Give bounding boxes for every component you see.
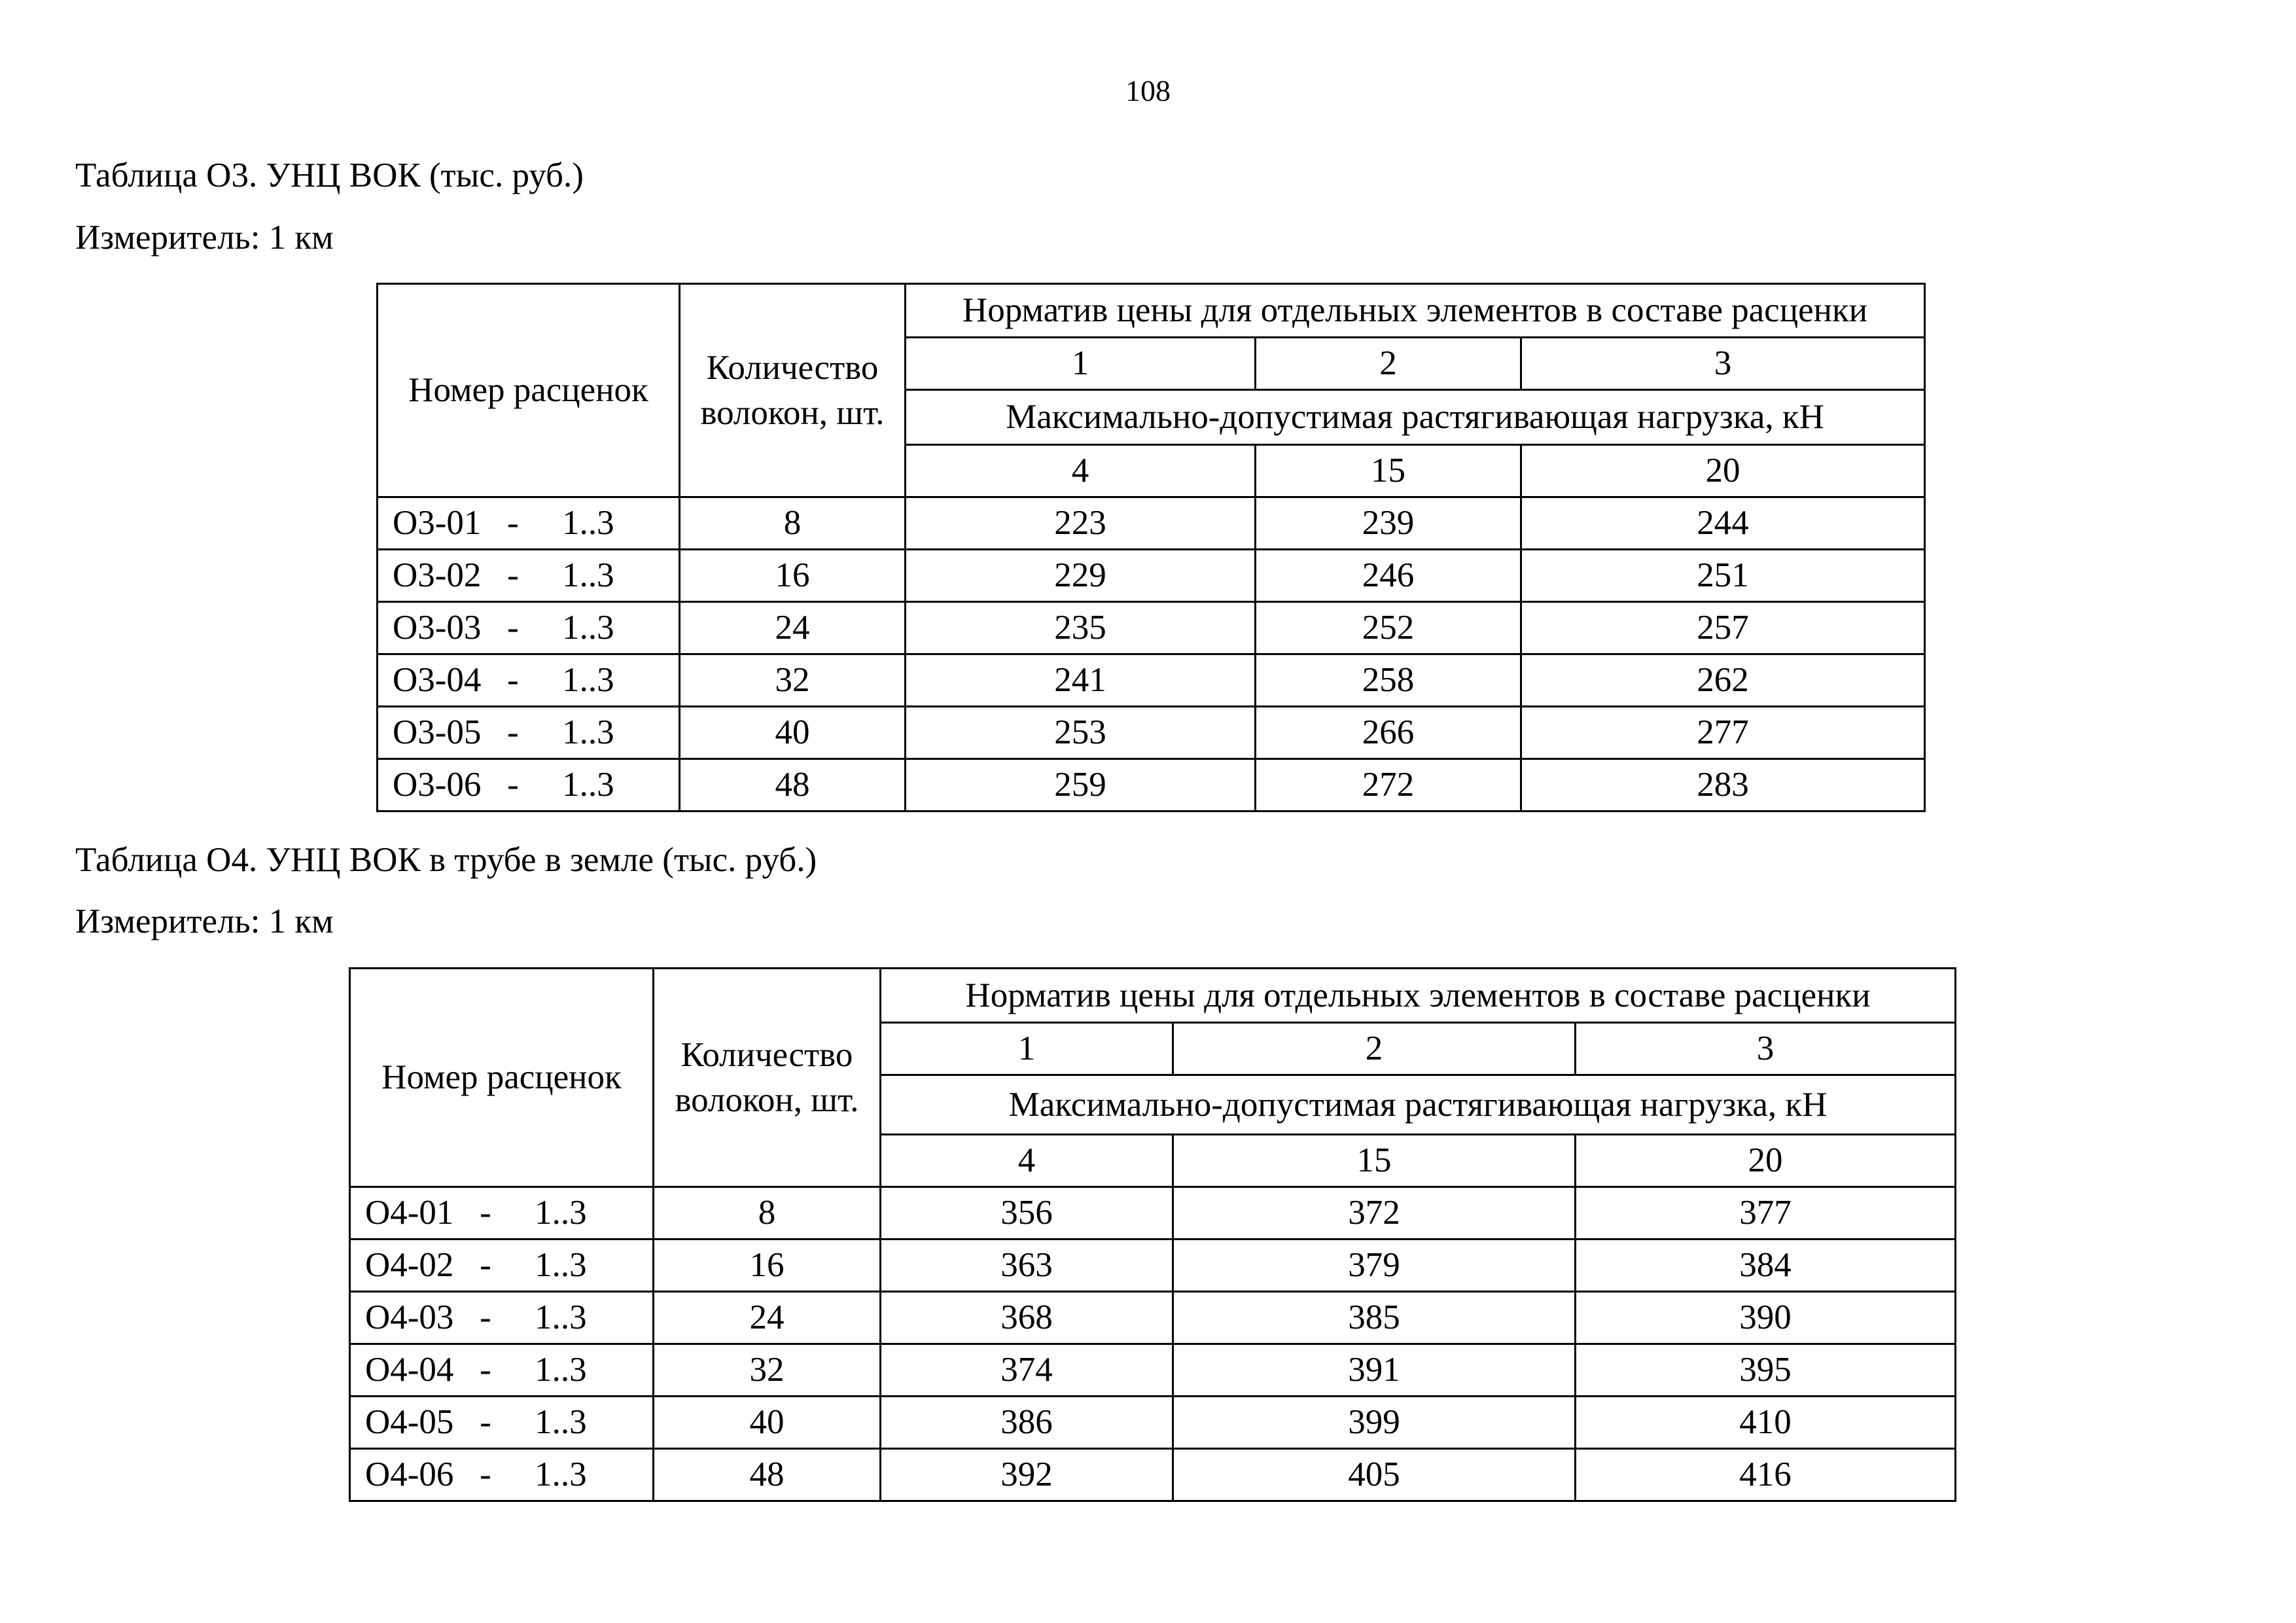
row-value: 363: [881, 1240, 1173, 1292]
row-value: 372: [1173, 1187, 1576, 1240]
header-element-number: 1: [906, 338, 1256, 390]
table-row: [350, 1397, 1956, 1449]
row-value: 356: [881, 1187, 1173, 1240]
table-row: [378, 550, 1925, 602]
row-value: 385: [1173, 1292, 1576, 1344]
row-code: О4-01 - 1..3: [350, 1187, 654, 1240]
row-value: 277: [1521, 707, 1925, 759]
row-value: 257: [1521, 602, 1925, 654]
row-code: О3-06 - 1..3: [378, 759, 680, 812]
header-load-value: 4: [881, 1135, 1173, 1187]
header-element-number: 2: [1256, 338, 1521, 390]
row-fibers: 24: [654, 1292, 881, 1344]
row-code: О3-05 - 1..3: [378, 707, 680, 759]
row-value: 252: [1256, 602, 1521, 654]
row-code: О3-03 - 1..3: [378, 602, 680, 654]
row-value: 241: [906, 654, 1256, 707]
header-fibers: Количество волокон, шт.: [680, 284, 906, 497]
row-value: 374: [881, 1344, 1173, 1397]
row-value: 392: [881, 1449, 1173, 1501]
row-value: 416: [1576, 1449, 1956, 1501]
row-value: 391: [1173, 1344, 1576, 1397]
header-load-value: 20: [1576, 1135, 1956, 1187]
row-value: 272: [1256, 759, 1521, 812]
row-fibers: 32: [654, 1344, 881, 1397]
row-fibers: 16: [654, 1240, 881, 1292]
header-element-number: 2: [1173, 1023, 1576, 1075]
row-code: О4-06 - 1..3: [350, 1449, 654, 1501]
header-element-number: 1: [881, 1023, 1173, 1075]
row-code: О4-03 - 1..3: [350, 1292, 654, 1344]
row-value: 229: [906, 550, 1256, 602]
row-code: О4-05 - 1..3: [350, 1397, 654, 1449]
row-value: 244: [1521, 497, 1925, 550]
row-value: 283: [1521, 759, 1925, 812]
header-price-norm: Норматив цены для отдельных элементов в составе расценки: [881, 969, 1956, 1023]
row-value: 399: [1173, 1397, 1576, 1449]
header-element-number: 3: [1521, 338, 1925, 390]
table-row: [350, 1240, 1956, 1292]
table-row: [378, 707, 1925, 759]
row-value: 386: [881, 1397, 1173, 1449]
row-value: 390: [1576, 1292, 1956, 1344]
header-load-value: 4: [906, 445, 1256, 497]
table-o3: [376, 283, 1926, 812]
row-value: 379: [1173, 1240, 1576, 1292]
header-load-label: Максимально-допустимая растягивающая нагрузка, кН: [881, 1075, 1956, 1135]
table-o4: [349, 967, 1956, 1502]
table-row: [350, 1449, 1956, 1501]
row-code: О3-01 - 1..3: [378, 497, 680, 550]
row-fibers: 48: [654, 1449, 881, 1501]
table-o4-title: Таблица О4. УНЦ ВОК в трубе в земле (тыс. руб.): [75, 841, 817, 879]
table-row: [378, 497, 1925, 550]
table-row: [378, 759, 1925, 812]
row-value: 258: [1256, 654, 1521, 707]
table-o3-unit: Измеритель: 1 км: [75, 219, 334, 257]
row-value: 239: [1256, 497, 1521, 550]
row-value: 235: [906, 602, 1256, 654]
row-fibers: 48: [680, 759, 906, 812]
row-fibers: 16: [680, 550, 906, 602]
row-fibers: 32: [680, 654, 906, 707]
row-value: 384: [1576, 1240, 1956, 1292]
table-row: [350, 1292, 1956, 1344]
row-value: 259: [906, 759, 1256, 812]
row-value: 262: [1521, 654, 1925, 707]
row-code: О3-02 - 1..3: [378, 550, 680, 602]
row-value: 266: [1256, 707, 1521, 759]
row-value: 253: [906, 707, 1256, 759]
row-fibers: 8: [654, 1187, 881, 1240]
row-value: 377: [1576, 1187, 1956, 1240]
table-o4-unit: Измеритель: 1 км: [75, 902, 334, 940]
page-number: 108: [1125, 74, 1171, 107]
row-value: 251: [1521, 550, 1925, 602]
row-fibers: 8: [680, 497, 906, 550]
table-o3-title: Таблица О3. УНЦ ВОК (тыс. руб.): [75, 156, 584, 194]
row-value: 395: [1576, 1344, 1956, 1397]
header-load-value: 15: [1173, 1135, 1576, 1187]
row-value: 223: [906, 497, 1256, 550]
row-value: 368: [881, 1292, 1173, 1344]
table-row: [378, 602, 1925, 654]
header-element-number: 3: [1576, 1023, 1956, 1075]
header-fibers: Количество волокон, шт.: [654, 969, 881, 1187]
table-row: [350, 1187, 1956, 1240]
row-code: О4-02 - 1..3: [350, 1240, 654, 1292]
header-load-value: 15: [1256, 445, 1521, 497]
row-code: О3-04 - 1..3: [378, 654, 680, 707]
header-load-label: Максимально-допустимая растягивающая нагрузка, кН: [906, 390, 1925, 445]
row-value: 246: [1256, 550, 1521, 602]
header-code: Номер расценок: [350, 969, 654, 1187]
row-value: 410: [1576, 1397, 1956, 1449]
header-load-value: 20: [1521, 445, 1925, 497]
row-fibers: 24: [680, 602, 906, 654]
header-price-norm: Норматив цены для отдельных элементов в составе расценки: [906, 284, 1925, 338]
row-value: 405: [1173, 1449, 1576, 1501]
table-row: [350, 1344, 1956, 1397]
row-fibers: 40: [680, 707, 906, 759]
header-code: Номер расценок: [378, 284, 680, 497]
table-row: [378, 654, 1925, 707]
row-fibers: 40: [654, 1397, 881, 1449]
row-code: О4-04 - 1..3: [350, 1344, 654, 1397]
